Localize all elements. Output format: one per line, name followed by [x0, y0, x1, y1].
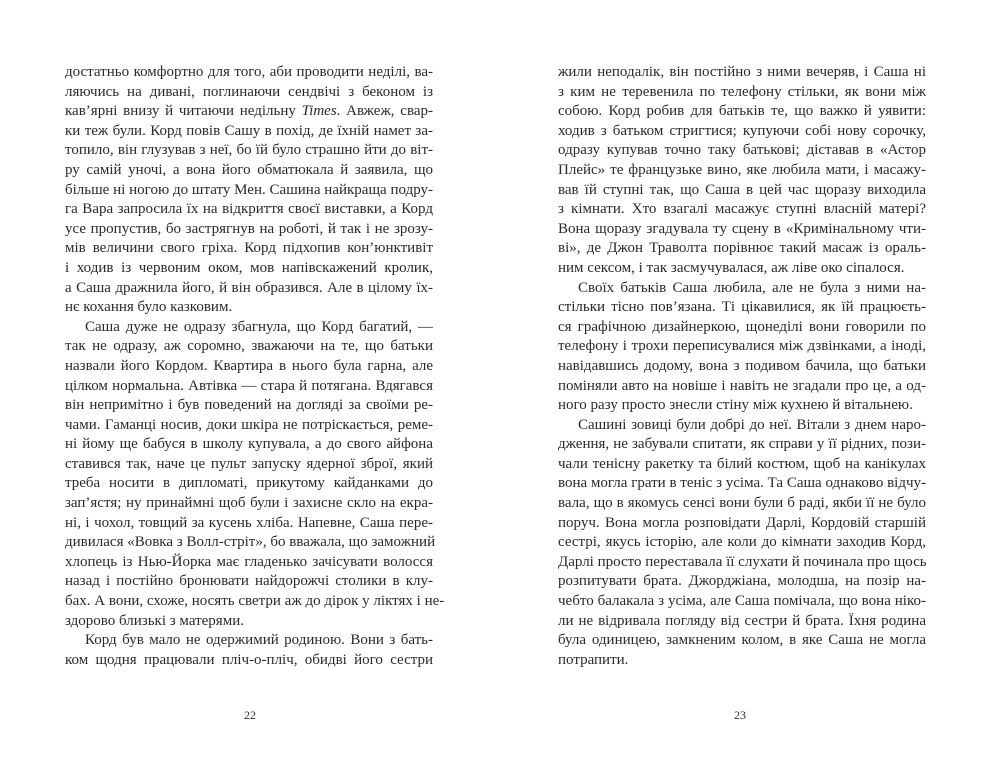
text-line: ки теж були. Корд повів Сашу в похід, де їхній намет за-	[65, 122, 433, 139]
text-line: здорово близькі з матерями.	[65, 612, 244, 629]
paragraph	[558, 416, 926, 671]
text-line: га Вара запросила їх на відкриття своєї виставки, а Корд	[65, 201, 433, 218]
text-line: вав їй ступні так, що Саша в цей час щоразу виходила	[558, 181, 926, 198]
text-line: більше ні ногою до штату Мен. Сашина найкраща подру-	[65, 181, 433, 198]
text-line: вона могла грати в теніс з усіма. Та Саша однаково відчу-	[558, 475, 927, 492]
text-line: нє кохання було казковим.	[65, 299, 233, 316]
text-line: дження, не забували спитати, як справи у її рідних, пози-	[558, 436, 926, 453]
text-line: ні йому ще бабуся в школу купувала, а до свого айфона	[65, 436, 433, 453]
text-line: Плейс» те французьке вино, яке любила мати, і масажу-	[558, 161, 926, 178]
text-line: з кімнати. Хто взагалі масажує ступні власній матері?	[558, 201, 926, 218]
text-line: треба носити в дипломаті, прикутому кайданками до	[65, 475, 433, 492]
text-line: жили неподалік, він постійно з ними вечеряв, і Саша ні	[558, 64, 926, 80]
page-number-right: 23	[734, 708, 746, 722]
text-line: з ким не теревенила по телефону стільки, як вони між	[558, 83, 926, 100]
text-line: мів величини свого гріха. Корд підхопив кон’юнктивіт	[65, 240, 433, 257]
text-line: Саша дуже не одразу збагнула, що Корд багатий, —	[85, 318, 433, 335]
text-line: стільки тісно пов’язана. Ті цікавилися, як їй працюєть-	[558, 299, 926, 316]
text-line: Вона щоразу згадувала ту сцену в «Кримінальному чти-	[558, 220, 926, 237]
text-line: Своїх батьків Саша любила, але не була з ними на-	[578, 279, 926, 296]
text-line: ного разу просто знесли стіну між кухнею й вітальнею.	[558, 397, 913, 414]
text-line: ставився так, наче це пульт запуску ядерної зброї, який	[65, 455, 433, 472]
paragraph	[65, 631, 433, 670]
text-line: і ходив із червоним оком, мов напівскажений кролик,	[65, 259, 433, 276]
left-page-text	[65, 63, 445, 670]
text-line: телефону і трохи переписувалися між дзвінками, а іноді,	[558, 338, 926, 355]
text-line: поміняли авто на новіше і навіть не згадали про це, а од-	[558, 377, 926, 394]
text-line: а Саша дражнила його, й він образився. Але в цілому їх-	[65, 279, 433, 296]
text-line: цілком нормальна. Автівка — стара й потягана. Вдягався	[65, 377, 433, 394]
text-line: кав’ярні внизу й читаючи недільну Times. Авжеж, свар-	[65, 103, 433, 120]
text-line: так не одразу, аж соромно, зважаючи на те, що батьки	[65, 338, 433, 355]
text-line: достатньо комфортно для того, аби проводити неділі, ва-	[65, 64, 433, 80]
text-line: одразу купував точно таку батькові; діставав в «Астор	[558, 142, 926, 159]
text-line: ходив з батьком стригтися; купуючи собі нову сорочку,	[558, 122, 926, 139]
text-line: ні, і чохол, товщий за кусень хліба. Напевне, Саша пере-	[65, 514, 433, 531]
text-line: була одиницею, замкненим колом, в яке Саша не могла	[558, 632, 926, 649]
text-line: ком щодня працювали пліч-о-пліч, обидві його сестри	[65, 651, 433, 668]
text-line: бах. А вони, схоже, носять светри аж до дірок у ліктях і не-	[65, 593, 445, 610]
text-line: дивилася «Вовка з Волл-стріт», бо вважала, що заможний	[65, 534, 436, 551]
text-line: ві», де Джон Траволта порівнює такий масаж із ораль-	[558, 240, 926, 257]
text-line: сестрі, якусь історію, але коли до кімнати заходив Корд,	[558, 534, 926, 551]
text-line: назвали його Кордом. Квартира в нього була гарна, але	[65, 357, 433, 374]
paragraph	[558, 279, 926, 416]
text-line: потрапити.	[558, 651, 629, 668]
text-line: чебто балакала з усіма, але Саша помічала, що вона ніко-	[558, 593, 926, 610]
text-line: топило, він глузував з неї, бо їй було страшно йти до віт-	[65, 142, 433, 159]
text-line: вала, що в якомусь сенсі вони були б раді, якби її не було	[558, 495, 926, 512]
text-line: розпитувати брата. Джорджіана, молодша, на позір на-	[558, 573, 926, 590]
text-line: ли не відривала погляду від сестри й брата. Їхня родина	[558, 612, 926, 629]
text-line: ся графічною дизайнеркою, щонеділі вони говорили по	[558, 318, 926, 335]
text-line: усе пропустив, бо застрягнув на роботі, й так і не зрозу-	[65, 220, 433, 237]
text-line: чали тенісну ракетку та білий костюм, щоб на канікулах	[558, 455, 926, 472]
text-line: чами. Гаманці носив, доки шкіра не потріскається, реме-	[65, 416, 433, 433]
text-line: ляючись на дивані, поглинаючи сендвічі з беконом із	[65, 83, 433, 100]
text-line: собою. Корд робив для батьків те, що важко й уявити:	[558, 103, 926, 120]
text-line: хлопець із Нью-Йорка має гладенько зачісувати волосся	[65, 553, 433, 570]
text-line: назад і постійно бронювати найдорожчі столики в клу-	[65, 573, 433, 590]
text-line: поруч. Вона могла розповідати Дарлі, Кордовій старшій	[558, 514, 926, 531]
newspaper-title: Times	[301, 103, 337, 120]
text-line: ру самій уночі, а вона його обматюкала й заявила, що	[65, 161, 433, 178]
paragraph	[558, 63, 926, 279]
text-line: навідавшись додому, вона з подивом бачила, що батьки	[558, 357, 926, 374]
right-page-text	[558, 63, 926, 670]
paragraph	[65, 63, 433, 318]
page-number-left: 22	[244, 708, 256, 722]
text-line: Сашині зовиці були добрі до неї. Вітали з днем наро-	[578, 416, 926, 433]
text-line: він непримітно і був поведений на догляді за своїми ре-	[65, 397, 433, 414]
paragraph	[65, 318, 445, 632]
text-line: Дарлі просто переставала її слухати й починала про щось	[558, 553, 927, 570]
text-line: зап’ястя; ну принаймні щоб були і захисне скло на екра-	[65, 495, 433, 512]
text-line: ним сексом, і так засмучувалася, аж ліве око сіпалося.	[558, 259, 905, 276]
text-line: Корд був мало не одержимий родиною. Вони з бать-	[85, 632, 433, 649]
